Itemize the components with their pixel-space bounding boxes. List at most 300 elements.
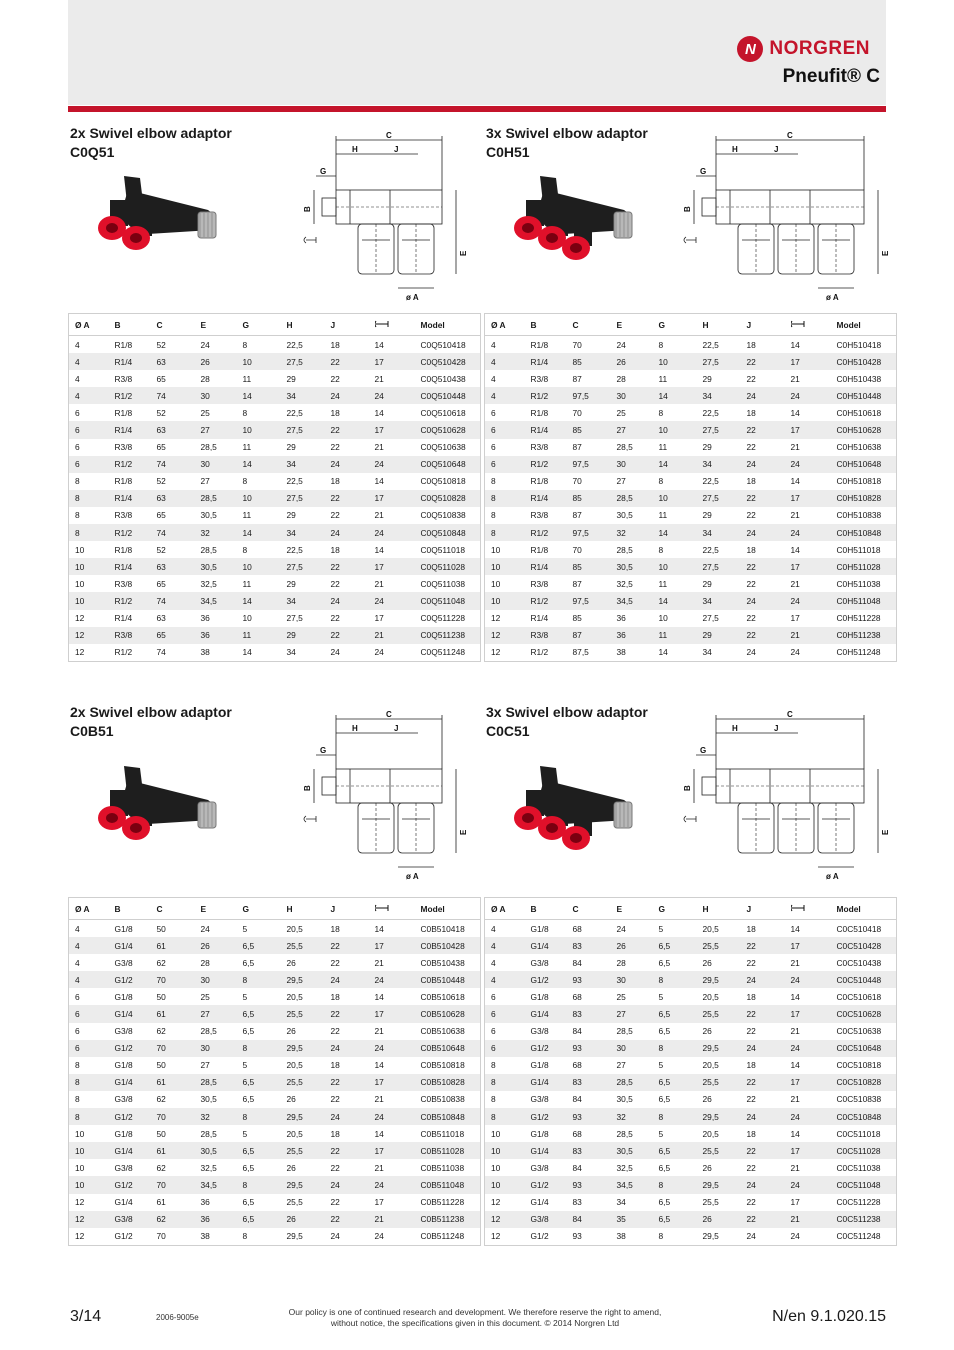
table-cell: 21	[790, 1026, 800, 1037]
table-row	[485, 627, 897, 644]
table-cell: 70	[151, 1040, 195, 1057]
table-cell: 29,5	[697, 1176, 741, 1193]
table-row	[485, 404, 897, 421]
table-cell: 4	[69, 353, 109, 370]
table-cell: 14	[658, 647, 668, 658]
table-row	[69, 1194, 481, 1211]
table-cell: 4	[69, 937, 109, 954]
table-cell: 27,5	[281, 353, 325, 370]
table-cell: 63	[151, 421, 195, 438]
table-cell: 22	[325, 490, 369, 507]
table-row	[485, 1176, 897, 1193]
table-cell: G3/8	[530, 1026, 549, 1037]
table-row	[69, 1005, 481, 1022]
column-header: G	[237, 314, 281, 336]
column-header: H	[697, 898, 741, 920]
table-cell: 21	[369, 1211, 415, 1228]
table-cell: 6,5	[658, 1162, 671, 1173]
table-cell: 6	[75, 442, 80, 453]
table-cell: 21	[790, 510, 800, 521]
table-cell: 14	[653, 592, 697, 609]
table-cell: 18	[330, 544, 340, 555]
table-cell: 17	[785, 1074, 831, 1091]
table-cell: C0H510828	[831, 490, 897, 507]
table-cell: 28,5	[195, 1074, 237, 1091]
table-cell: C0B511028	[415, 1142, 481, 1159]
table-cell: 8	[69, 490, 109, 507]
table-cell: 27,5	[697, 490, 741, 507]
table-cell: 32	[195, 524, 237, 541]
page-header	[68, 0, 886, 105]
dimension-label: J	[394, 724, 399, 733]
table-cell: 10	[485, 1176, 525, 1193]
table-cell: 29,5	[281, 1176, 325, 1193]
column-header: E	[611, 898, 653, 920]
table-cell: G1/2	[114, 1231, 133, 1242]
table-cell: R1/4	[525, 558, 567, 575]
table-cell: G1/8	[114, 1128, 133, 1139]
table-cell: C0H510618	[836, 407, 882, 418]
table-cell: 32,5	[200, 578, 217, 589]
table-cell: 8	[658, 544, 664, 555]
table-cell: 17	[785, 1142, 831, 1159]
table-cell: 24	[741, 592, 785, 609]
table-cell: 28,5	[200, 442, 217, 453]
table-cell: 10	[653, 353, 697, 370]
table-cell: 17	[369, 353, 415, 370]
table-cell: R1/4	[525, 421, 567, 438]
table-cell: C0Q511038	[420, 578, 466, 589]
table-cell: 18	[746, 339, 756, 350]
table-cell: 24	[325, 592, 369, 609]
table-row	[69, 1176, 481, 1193]
column-header: J	[741, 898, 785, 920]
table-cell: 17	[369, 558, 415, 575]
table-cell: 4	[485, 971, 525, 988]
table-cell: 6,5	[653, 1074, 697, 1091]
table-cell: 34	[697, 592, 741, 609]
table-cell: R1/2	[525, 456, 567, 473]
table-cell: 29,5	[281, 971, 325, 988]
table-cell: C0H510438	[836, 373, 882, 384]
column-header: E	[195, 898, 237, 920]
table-cell: 10	[75, 1128, 85, 1139]
table-cell: 18	[746, 476, 756, 487]
table-cell: 6	[491, 1026, 496, 1037]
table-cell: 12	[75, 1231, 85, 1242]
table-cell: R3/8	[114, 510, 133, 521]
dimension-label: B	[303, 785, 312, 791]
table-cell: 29	[702, 373, 712, 384]
table-cell: 5	[242, 991, 248, 1002]
table-cell: 26	[281, 1211, 325, 1228]
table-cell: 14	[790, 339, 800, 350]
table-cell: G1/2	[109, 1176, 151, 1193]
table-cell: 34	[281, 592, 325, 609]
table-row	[69, 541, 481, 558]
table-cell: R1/4	[109, 490, 151, 507]
table-row	[69, 490, 481, 507]
policy-note	[240, 1307, 710, 1329]
table-cell: 93	[567, 1176, 611, 1193]
table-cell: 83	[567, 937, 611, 954]
table-cell: G1/2	[109, 1040, 151, 1057]
table-cell: 8	[242, 544, 248, 555]
table-cell: 11	[658, 578, 668, 589]
table-cell: 74	[151, 592, 195, 609]
dimension-label: ø A	[826, 872, 839, 881]
table-cell: 27,5	[697, 421, 741, 438]
table-cell: 22	[325, 1005, 369, 1022]
table-cell: R3/8	[109, 627, 151, 644]
column-header: C	[151, 898, 195, 920]
table-cell: C0B510648	[415, 1040, 481, 1057]
table-cell: C0Q510838	[420, 510, 466, 521]
table-cell: 22,5	[286, 544, 303, 555]
table-row	[69, 1211, 481, 1228]
column-header: Model	[831, 898, 897, 920]
table-cell: 14	[790, 923, 800, 934]
table-cell: 22,5	[702, 407, 719, 418]
table-cell: 22	[746, 957, 756, 968]
table-cell: 24	[785, 592, 831, 609]
table-cell: G1/4	[525, 1005, 567, 1022]
wrench-icon	[785, 314, 831, 336]
table-cell: C0B511248	[420, 1231, 465, 1242]
table-cell: 22	[330, 957, 340, 968]
column-header: Model	[415, 898, 481, 920]
table-cell: 87	[567, 627, 611, 644]
table-cell: 36	[195, 1211, 237, 1228]
table-cell: C0H510448	[831, 387, 897, 404]
section-title-text: 2x Swivel elbow adaptor	[70, 125, 232, 141]
table-cell: 22,5	[702, 544, 719, 555]
table-cell: 24	[785, 387, 831, 404]
table-cell: 24	[369, 456, 415, 473]
table-cell: 85	[567, 490, 611, 507]
product-title: Pneufit® C	[782, 66, 880, 87]
table-cell: 6,5	[237, 937, 281, 954]
dimension-label: J	[394, 145, 399, 154]
table-row	[69, 644, 481, 662]
wrench-icon	[684, 816, 696, 822]
table-row	[69, 353, 481, 370]
table-cell: 24	[785, 524, 831, 541]
table-cell: 5	[242, 1060, 248, 1071]
table-cell: 25	[200, 407, 210, 418]
section-title-text: 3x Swivel elbow adaptor	[486, 704, 648, 720]
table-cell: 25,5	[281, 1074, 325, 1091]
table-cell: 24	[785, 971, 831, 988]
table-cell: 85	[572, 613, 582, 624]
table-cell: 52	[156, 339, 166, 350]
table-cell: 27,5	[281, 421, 325, 438]
table-row	[485, 439, 897, 456]
table-cell: 34	[697, 456, 741, 473]
table-cell: 97,5	[567, 592, 611, 609]
table-cell: 85	[567, 353, 611, 370]
product-section	[68, 703, 480, 1263]
dimension-label: C	[386, 131, 392, 140]
table-cell: 10	[653, 490, 697, 507]
wrench-icon	[785, 898, 831, 920]
table-cell: C0C510638	[836, 1026, 882, 1037]
table-cell: 29,5	[697, 1040, 741, 1057]
table-cell: G1/8	[114, 923, 133, 934]
table-cell: R3/8	[530, 442, 549, 453]
table-cell: 24	[741, 1176, 785, 1193]
table-cell: 8	[485, 1108, 525, 1125]
table-cell: C0C510818	[836, 1060, 882, 1071]
wrench-icon	[684, 237, 696, 243]
table-row	[485, 524, 897, 541]
table-cell: C0B510638	[420, 1026, 465, 1037]
table-cell: 24	[325, 971, 369, 988]
table-cell: 38	[616, 1231, 626, 1242]
table-cell: 14	[374, 407, 384, 418]
table-row	[69, 1125, 481, 1142]
table-row	[485, 1159, 897, 1176]
table-cell: 18	[746, 923, 756, 934]
table-cell: C0Q510618	[420, 407, 466, 418]
table-cell: R1/8	[114, 544, 133, 555]
table-cell: C0B510848	[415, 1108, 481, 1125]
table-cell: 24	[330, 647, 340, 658]
table-cell: C0C511018	[836, 1128, 881, 1139]
table-cell: 6,5	[242, 1197, 255, 1208]
table-cell: 22	[325, 627, 369, 644]
table-cell: 29	[286, 442, 296, 453]
table-cell: 27,5	[697, 353, 741, 370]
table-cell: 34,5	[195, 1176, 237, 1193]
table-cell: 10	[69, 1176, 109, 1193]
dimension-label: H	[352, 145, 358, 154]
table-cell: 34	[697, 524, 741, 541]
table-cell: C0B511228	[420, 1197, 465, 1208]
table-cell: 18	[330, 1060, 340, 1071]
dimension-label: C	[787, 710, 793, 719]
table-cell: 8	[653, 1176, 697, 1193]
table-cell: 63	[151, 353, 195, 370]
table-cell: G1/8	[530, 1128, 549, 1139]
table-cell: 10	[491, 1162, 501, 1173]
table-cell: 18	[330, 407, 340, 418]
table-cell: C0B510818	[420, 1060, 465, 1071]
table-cell: 22,5	[702, 476, 719, 487]
product-section	[484, 124, 896, 684]
wrench-icon	[304, 237, 316, 243]
table-cell: 30	[195, 456, 237, 473]
table-cell: C0C510628	[831, 1005, 897, 1022]
dimension-label: J	[774, 145, 779, 154]
table-cell: 14	[653, 524, 697, 541]
table-cell: G3/8	[114, 957, 133, 968]
table-cell: 10	[75, 578, 85, 589]
table-cell: G1/8	[530, 991, 549, 1002]
table-cell: 22	[330, 1162, 340, 1173]
section-title-text: 2x Swivel elbow adaptor	[70, 704, 232, 720]
column-header: Model	[415, 314, 481, 336]
table-cell: 62	[156, 1162, 166, 1173]
table-row	[69, 971, 481, 988]
table-cell: 14	[790, 1060, 800, 1071]
table-cell: 6,5	[653, 1211, 697, 1228]
table-cell: 29	[281, 627, 325, 644]
table-cell: 36	[200, 613, 210, 624]
table-cell: 29	[702, 442, 712, 453]
product-photo-frame	[504, 750, 654, 865]
table-cell: 24	[369, 592, 415, 609]
table-cell: R3/8	[530, 578, 549, 589]
table-cell: 10	[69, 592, 109, 609]
table-cell: C0H510638	[836, 442, 882, 453]
table-cell: 36	[195, 627, 237, 644]
table-cell: 24	[374, 647, 384, 658]
table-cell: 28	[200, 957, 210, 968]
table-cell: 84	[572, 1026, 582, 1037]
table-cell: 10	[69, 1142, 109, 1159]
table-cell: 6,5	[653, 937, 697, 954]
table-cell: 24	[741, 456, 785, 473]
table-cell: 83	[567, 1005, 611, 1022]
table-cell: 30,5	[200, 510, 217, 521]
table-cell: C0C510438	[836, 957, 882, 968]
table-row	[485, 1091, 897, 1108]
table-cell: 4	[75, 957, 80, 968]
table-cell: 28,5	[616, 442, 633, 453]
table-cell: 29,5	[702, 1231, 719, 1242]
table-row	[69, 1159, 481, 1176]
table-cell: 6,5	[242, 1094, 255, 1105]
table-cell: 17	[369, 1005, 415, 1022]
table-row	[485, 421, 897, 438]
table-cell: G1/2	[109, 971, 151, 988]
dimension-drawing-frame	[668, 709, 890, 889]
column-header: Model	[831, 314, 897, 336]
table-cell: 36	[616, 613, 626, 624]
table-cell: 4	[491, 373, 496, 384]
table-cell: 8	[653, 971, 697, 988]
column-header: J	[325, 898, 369, 920]
table-cell: 50	[156, 923, 166, 934]
table-cell: 24	[325, 1040, 369, 1057]
spec-table	[68, 313, 481, 662]
table-cell: 28,5	[200, 1128, 217, 1139]
table-row	[69, 592, 481, 609]
table-cell: 27	[616, 476, 626, 487]
table-cell: 8	[69, 1074, 109, 1091]
table-cell: 25,5	[281, 1005, 325, 1022]
column-header: G	[237, 898, 281, 920]
table-cell: 21	[374, 1026, 384, 1037]
table-cell: 87	[572, 510, 582, 521]
table-cell: 10	[75, 1162, 85, 1173]
table-row	[69, 1023, 481, 1040]
table-cell: C0Q510438	[420, 373, 466, 384]
table-cell: 20,5	[702, 923, 719, 934]
section-title	[486, 703, 648, 741]
table-cell: R1/8	[530, 476, 549, 487]
table-cell: C0Q510428	[415, 353, 481, 370]
table-cell: 25,5	[281, 937, 325, 954]
dimension-drawing	[668, 709, 890, 884]
table-cell: 4	[491, 957, 496, 968]
table-row	[485, 1228, 897, 1246]
table-cell: 11	[242, 442, 252, 453]
table-cell: 21	[374, 1162, 384, 1173]
table-cell: R1/2	[530, 647, 549, 658]
table-cell: 24	[369, 524, 415, 541]
table-row	[69, 524, 481, 541]
table-cell: 6	[75, 991, 80, 1002]
table-cell: 22	[325, 421, 369, 438]
table-cell: 22	[741, 937, 785, 954]
table-cell: C0Q511048	[415, 592, 481, 609]
table-cell: 52	[156, 407, 166, 418]
table-cell: 50	[156, 1128, 166, 1139]
table-cell: 11	[237, 627, 281, 644]
table-cell: 11	[658, 373, 668, 384]
table-row	[69, 507, 481, 524]
table-cell: R1/8	[530, 544, 549, 555]
table-cell: 97,5	[567, 456, 611, 473]
spec-table	[68, 897, 481, 1246]
table-cell: 18	[330, 339, 340, 350]
table-cell: C0C510448	[831, 971, 897, 988]
table-cell: G1/8	[114, 1060, 133, 1071]
table-cell: 11	[242, 510, 252, 521]
table-cell: 24	[790, 1231, 800, 1242]
table-cell: 61	[151, 1074, 195, 1091]
table-cell: C0C511238	[831, 1211, 897, 1228]
spec-table	[484, 897, 897, 1246]
table-cell: 83	[567, 1142, 611, 1159]
table-cell: 28,5	[611, 490, 653, 507]
table-cell: C0B511038	[420, 1162, 465, 1173]
table-cell: C0C510618	[836, 991, 882, 1002]
section-title	[486, 124, 648, 162]
table-cell: 6,5	[237, 1005, 281, 1022]
dimension-label: G	[700, 167, 707, 176]
table-cell: R1/4	[525, 353, 567, 370]
table-row	[485, 473, 897, 490]
table-cell: 10	[69, 558, 109, 575]
table-cell: 17	[369, 1142, 415, 1159]
dimension-drawing-frame	[288, 709, 468, 889]
table-cell: 70	[572, 544, 582, 555]
table-cell: 20,5	[286, 923, 303, 934]
table-row	[485, 1194, 897, 1211]
table-cell: 24	[325, 456, 369, 473]
table-cell: 17	[785, 1005, 831, 1022]
table-cell: 6,5	[658, 1197, 671, 1208]
table-cell: C0H510648	[831, 456, 897, 473]
table-row	[485, 575, 897, 592]
table-cell: 34	[281, 387, 325, 404]
header-divider	[68, 106, 886, 112]
table-cell: 21	[374, 442, 384, 453]
table-cell: G1/8	[114, 991, 133, 1002]
table-cell: 24	[785, 1176, 831, 1193]
table-cell: 21	[790, 957, 800, 968]
table-cell: 21	[785, 627, 831, 644]
table-cell: 65	[156, 373, 166, 384]
table-cell: 6,5	[237, 1074, 281, 1091]
brand-name: NORGREN	[769, 38, 870, 59]
table-cell: C0C510828	[831, 1074, 897, 1091]
table-cell: 14	[374, 1060, 384, 1071]
table-row	[69, 336, 481, 354]
